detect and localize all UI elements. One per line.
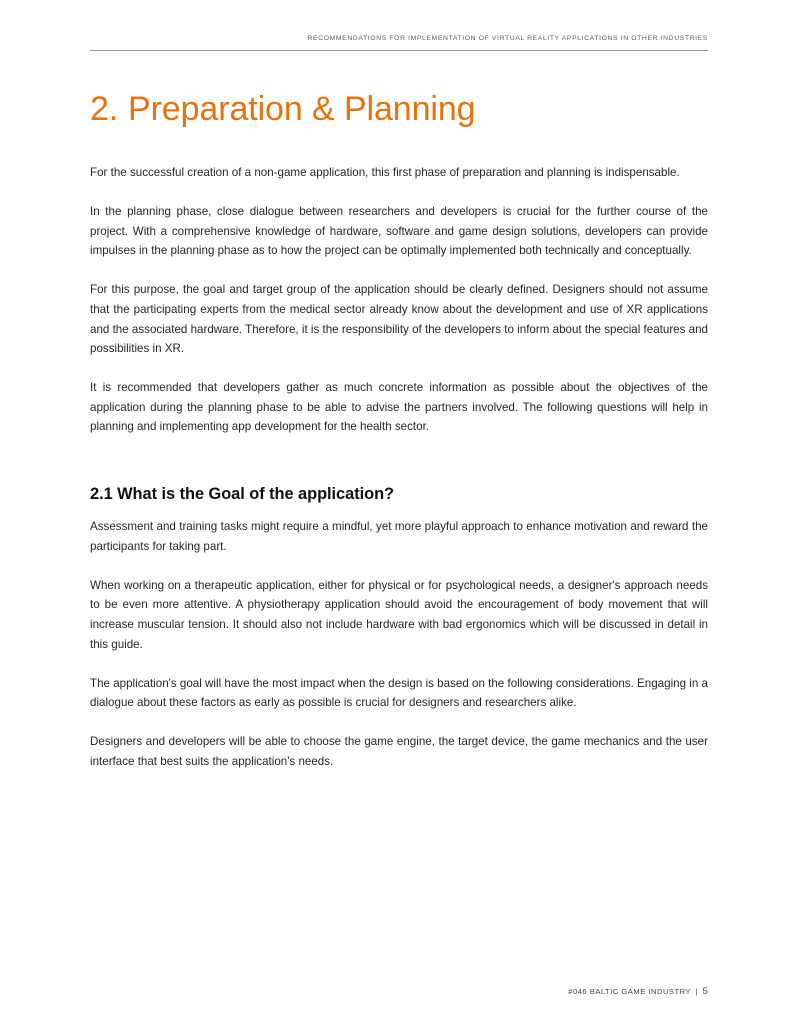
intro-paragraphs (90, 163, 708, 437)
chapter-title (90, 88, 708, 130)
running-header-title: RECOMMENDATIONS FOR IMPLEMENTATION OF VIRTUAL REALITY APPLICATIONS IN OTHER INDUSTRIES (307, 35, 708, 42)
paragraph: It is recommended that developers gather as much concrete information as possible about the objectives of the application during the planning phase to be able to advise the partners involved. The following questions will help in planning and implementing app development for the health sector. (90, 381, 708, 434)
page-number: 5 (702, 986, 708, 997)
footer-separator: | (695, 987, 698, 996)
paragraph: Designers and developers will be able to choose the game engine, the target device, the game mechanics and the user interface that best suits the application's needs. (90, 735, 708, 768)
page-content (90, 88, 708, 771)
paragraph: For the successful creation of a non-game application, this first phase of preparation and planning is indispensable. (90, 166, 680, 179)
footer-document-reference: #046 BALTIC GAME INDUSTRY (568, 987, 692, 996)
chapter-number: 2. (90, 90, 119, 128)
page-footer (90, 981, 708, 999)
paragraph: Assessment and training tasks might require a mindful, yet more playful approach to enhance motivation and reward the participants for taking part. (90, 520, 708, 553)
header-divider (90, 50, 708, 51)
paragraph: For this purpose, the goal and target group of the application should be clearly defined. Designers should not assume that the participating experts from the medical sector already know about the development and use of XR applications and the associated hardware. Therefore, it is the responsibility of the developers to inform about the special features and possibilities in XR. (90, 283, 708, 356)
page-header (90, 33, 708, 51)
section-heading: 2.1 What is the Goal of the application? (90, 485, 394, 504)
chapter-title-text: Preparation & Planning (128, 90, 476, 128)
paragraph: In the planning phase, close dialogue between researchers and developers is crucial for the further course of the project. With a comprehensive knowledge of hardware, software and game design solutions, developers can provide impulses in the planning phase as to how the project can be optimally implemented both technically and conceptually. (90, 205, 708, 258)
paragraph: When working on a therapeutic application, either for physical or for psychological needs, a designer's approach needs to be even more attentive. A physiotherapy application should avoid the encouragement of body movement that will increase muscular tension. It should also not include hardware with bad ergonomics which will be discussed in detail in this guide. (90, 578, 708, 651)
paragraph: The application's goal will have the most impact when the design is based on the following considerations. Engaging in a dialogue about these factors as early as possible is crucial for designers and researchers alike. (90, 676, 708, 710)
section-2-1 (90, 483, 708, 771)
